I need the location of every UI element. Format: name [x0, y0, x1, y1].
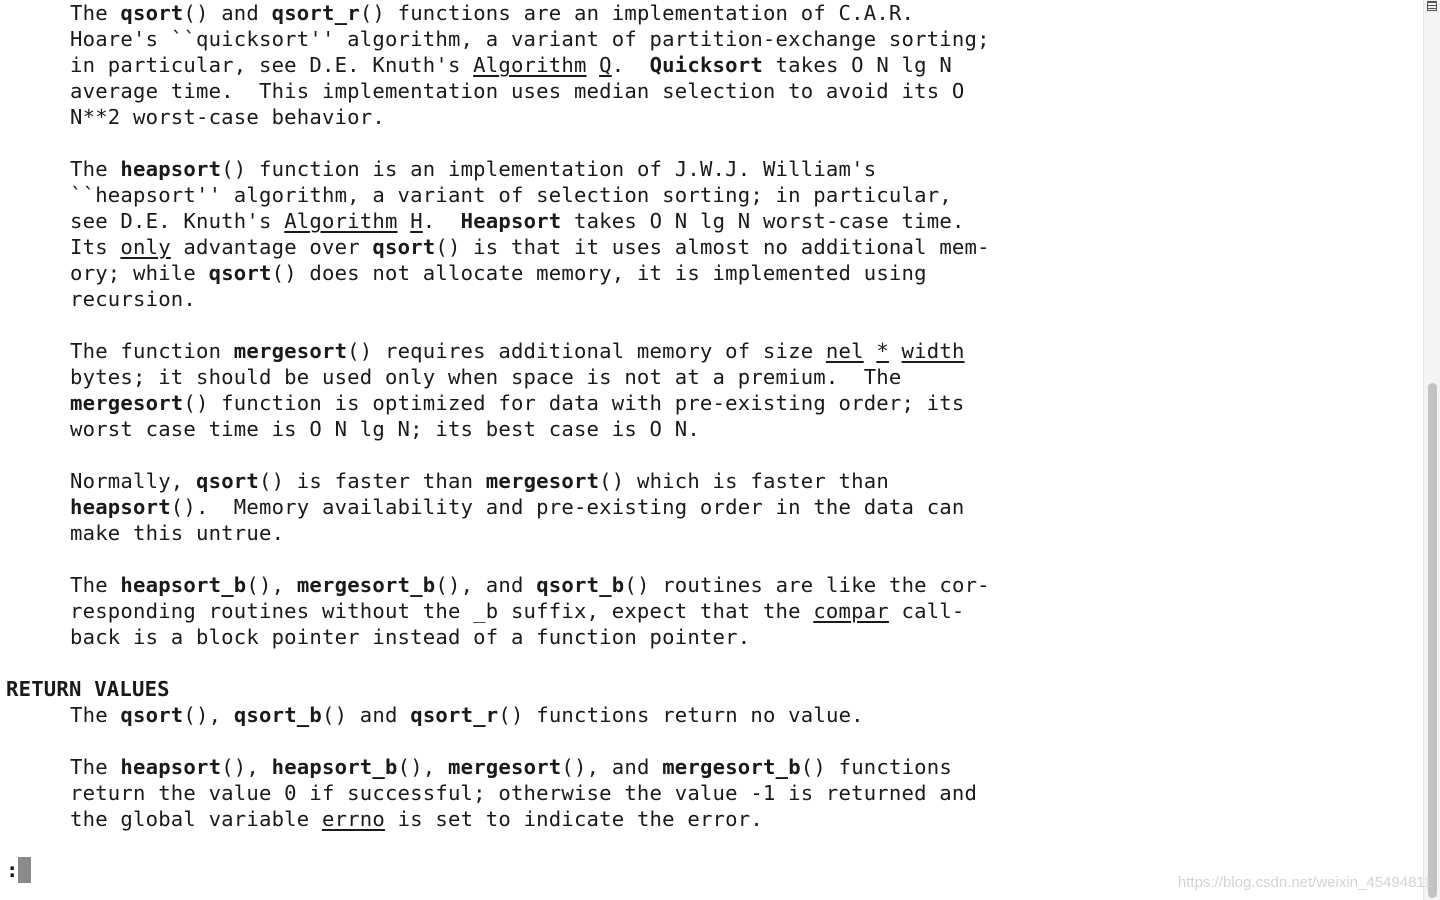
manpage-line: [70, 104, 385, 130]
bold-term: heapsort: [120, 157, 222, 181]
line-text: () function is optimized for data with pre-existing order; its: [183, 391, 965, 415]
line-text: The: [70, 703, 121, 727]
manpage-line: [70, 390, 965, 416]
bold-term: Quicksort: [649, 53, 763, 77]
bold-term: heapsort: [120, 755, 222, 779]
bold-term: mergesort: [70, 391, 184, 415]
manpage-line: [70, 26, 990, 52]
line-text: back is a block pointer instead of a function pointer.: [70, 625, 751, 649]
line-text: bytes; it should be used only when space is not at a premium. The: [70, 365, 902, 389]
manpage-line: [70, 156, 876, 182]
line-text: The: [70, 573, 121, 597]
line-text: The: [70, 157, 121, 181]
section-heading: [6, 676, 170, 702]
line-text: () which is faster than: [599, 469, 889, 493]
underlined-term: nel: [825, 339, 864, 363]
manpage-line: [70, 416, 700, 442]
manpage-line: [70, 702, 864, 728]
manpage-line: [70, 520, 284, 546]
line-text: return the value 0 if successful; otherwise the value -1 is returned and: [70, 781, 978, 805]
line-text: responding routines without the _b suffix, expect that the: [70, 599, 814, 623]
manpage-line: [70, 754, 952, 780]
line-text: the global variable: [70, 807, 322, 831]
manpage-line: [70, 338, 965, 364]
bold-term: heapsort: [70, 495, 171, 519]
scroll-menu-icon[interactable]: [1426, 0, 1438, 12]
line-text: make this untrue.: [70, 521, 285, 545]
line-text: .: [611, 53, 650, 77]
line-text: .: [422, 209, 461, 233]
bold-term: qsort_r: [271, 1, 360, 25]
line-text: N**2 worst-case behavior.: [70, 105, 385, 129]
underlined-term: errno: [321, 807, 385, 831]
manpage-line: [70, 52, 952, 78]
line-text: () does not allocate memory, it is implemented using: [271, 261, 927, 285]
line-text: ``heapsort'' algorithm, a variant of selection sorting; in particular,: [70, 183, 952, 207]
bold-term: mergesort: [448, 755, 562, 779]
manpage-line: [70, 624, 750, 650]
line-text: (), and: [435, 573, 537, 597]
manpage-line: [70, 780, 977, 806]
manpage-line: [70, 208, 965, 234]
line-text: () routines are like the cor-: [624, 573, 990, 597]
line-text: () requires additional memory of size: [347, 339, 826, 363]
line-text: takes O N lg N: [762, 53, 952, 77]
line-text: The: [70, 755, 121, 779]
line-text: [398, 209, 411, 233]
manpage-line: [70, 806, 763, 832]
manpage-line: [70, 572, 990, 598]
line-text: () functions return no value.: [498, 703, 864, 727]
line-text: (),: [397, 755, 449, 779]
bold-term: qsort: [120, 703, 184, 727]
line-text: [889, 339, 902, 363]
line-text: (),: [221, 755, 272, 779]
manpage-line: [70, 468, 889, 494]
underlined-term: H: [410, 209, 423, 233]
bold-term: qsort: [208, 261, 272, 285]
line-text: takes O N lg N worst-case time.: [561, 209, 965, 233]
line-text: (),: [246, 573, 297, 597]
line-text: () functions: [800, 755, 952, 779]
line-text: () functions are an implementation of C.A.R.: [359, 1, 915, 25]
bold-term: mergesort: [233, 339, 348, 363]
underlined-term: compar: [813, 599, 889, 623]
bold-term: Heapsort: [460, 209, 562, 233]
line-text: () and: [322, 703, 411, 727]
line-text: is set to indicate the error.: [384, 807, 763, 831]
underlined-term: Algorithm: [473, 53, 587, 77]
manpage-line: [70, 364, 902, 390]
bold-term: mergesort: [485, 469, 600, 493]
line-text: The function: [70, 339, 234, 363]
underlined-term: width: [901, 339, 965, 363]
line-text: () is faster than: [259, 469, 486, 493]
line-text: worst case time is O N lg N; its best case is O N.: [70, 417, 700, 441]
line-text: see D.E. Knuth's: [70, 209, 285, 233]
manpage-line: [70, 598, 965, 624]
line-text: [864, 339, 877, 363]
line-text: call-: [888, 599, 965, 623]
line-text: () function is an implementation of J.W.J. William's: [221, 157, 877, 181]
bold-term: qsort_b: [536, 573, 625, 597]
manpage-line: [70, 182, 952, 208]
underlined-term: Algorithm: [284, 209, 398, 233]
line-text: Its: [70, 235, 121, 259]
line-text: () is that it uses almost no additional mem-: [435, 235, 990, 259]
line-text: advantage over: [170, 235, 373, 259]
manpage-line: [70, 78, 965, 104]
bold-term: heapsort_b: [120, 573, 247, 597]
line-text: [587, 53, 600, 77]
manpage-line: [70, 0, 914, 26]
line-text: Hoare's ``quicksort'' algorithm, a variant of partition-exchange sorting;: [70, 27, 990, 51]
manpage-line: [70, 234, 990, 260]
vertical-scrollbar[interactable]: [1423, 0, 1440, 900]
line-text: average time. This implementation uses median selection to avoid its O: [70, 79, 965, 103]
manpage-line: [70, 260, 927, 286]
scrollbar-thumb[interactable]: [1428, 383, 1437, 898]
line-text: (),: [183, 703, 234, 727]
bold-term: qsort_r: [410, 703, 499, 727]
line-text: (), and: [561, 755, 663, 779]
bold-term: heapsort_b: [271, 755, 398, 779]
underlined-term: Q: [599, 53, 612, 77]
line-text: Normally,: [70, 469, 196, 493]
line-text: ory; while: [70, 261, 209, 285]
bold-term: qsort_b: [233, 703, 323, 727]
underlined-term: only: [120, 235, 171, 259]
manpage-line: [70, 494, 965, 520]
line-text: The: [70, 1, 121, 25]
bold-term: qsort: [120, 1, 184, 25]
bold-term: qsort: [196, 469, 259, 493]
line-text: (). Memory availability and pre-existing order in the data can: [170, 495, 965, 519]
line-text: () and: [183, 1, 272, 25]
underlined-term: *: [876, 339, 889, 363]
watermark: https://blog.csdn.net/weixin_45494811: [1177, 874, 1432, 891]
bold-term: mergesort_b: [296, 573, 436, 597]
line-text: recursion.: [70, 287, 196, 311]
text-cursor: [18, 857, 31, 883]
bold-term: mergesort_b: [662, 755, 801, 779]
line-text: in particular, see D.E. Knuth's: [70, 53, 474, 77]
heading-text: RETURN VALUES: [6, 677, 170, 701]
bold-term: qsort: [372, 235, 436, 259]
pager-prompt[interactable]: :: [6, 858, 19, 882]
manpage-line: [70, 286, 196, 312]
